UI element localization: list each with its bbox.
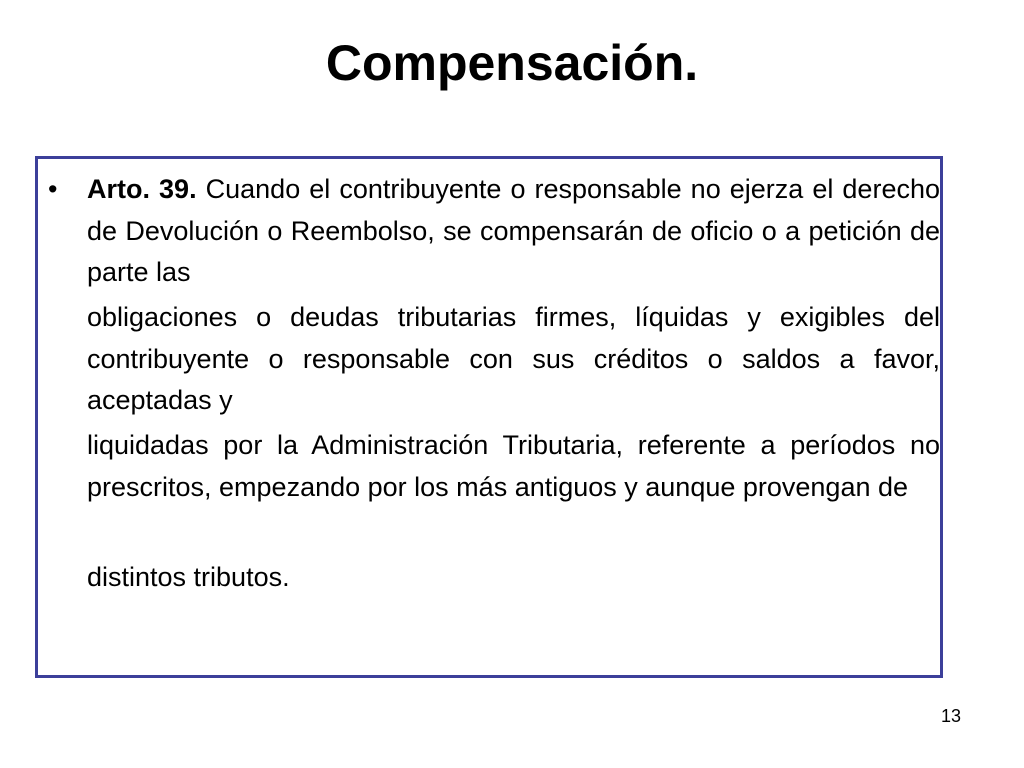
article-reference: Arto. 39.	[87, 174, 197, 204]
content-box	[35, 156, 943, 678]
paragraph-1	[87, 169, 940, 294]
page-number: 13	[940, 706, 961, 726]
paragraph-1-text: Cuando el contribuyente o responsable no ejerza el derecho de Devolución o Reembolso, se compensarán de oficio o a petición de parte las	[87, 174, 940, 287]
paragraph-2: obligaciones o deudas tributarias firmes, líquidas y exigibles del contribuyente o responsable con sus créditos o saldos a favor, aceptadas y	[87, 302, 940, 415]
paragraph-3: liquidadas por la Administración Tributaria, referente a períodos no prescritos, empezando por los más antiguos y aunque provengan de	[87, 430, 940, 502]
paragraph-4: distintos tributos.	[87, 562, 290, 592]
bullet-icon: •	[48, 174, 58, 204]
slide-title: Compensación.	[325, 35, 699, 91]
